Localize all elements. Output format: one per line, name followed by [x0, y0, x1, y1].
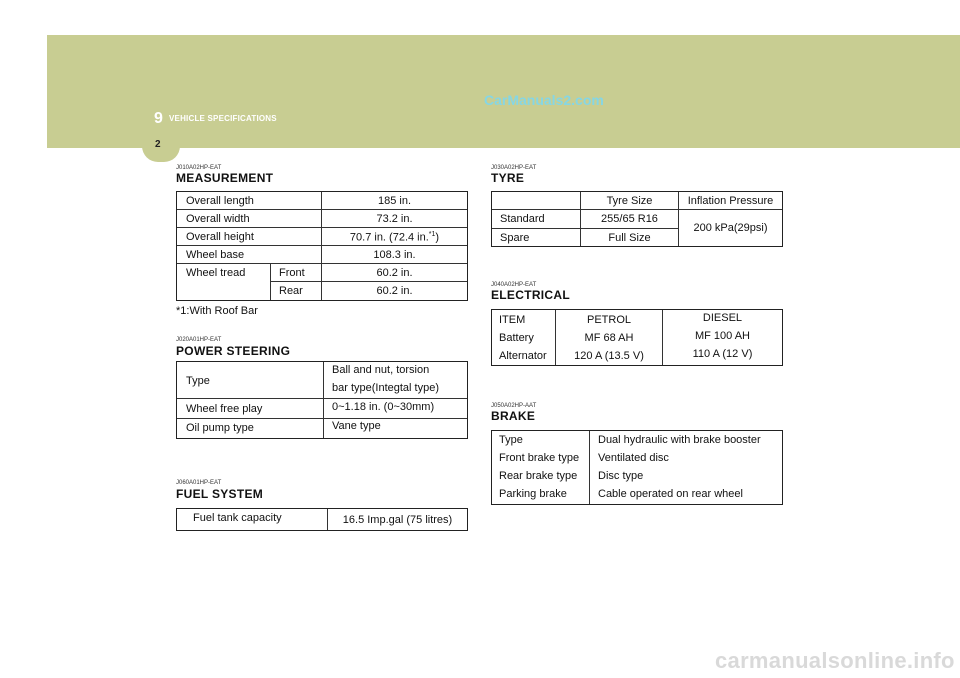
value-alternator-petrol: 120 A (13.5 V) [574, 350, 644, 362]
label-alternator: Alternator [499, 350, 547, 362]
value-rear-brake-type: Disc type [598, 470, 644, 482]
brake-code: J050A02HP-AAT [491, 403, 537, 409]
label-overall-length: Overall length [186, 195, 254, 207]
value-rear-tread: 60.2 in. [376, 285, 413, 297]
value-type-line1: Ball and nut, torsion [332, 364, 430, 376]
measurement-note: *1:With Roof Bar [176, 305, 258, 317]
power-steering-table [176, 361, 468, 439]
page-number-tab [142, 132, 180, 162]
value-battery-diesel: MF 100 AH [694, 330, 751, 342]
label-battery: Battery [499, 332, 534, 344]
value-battery-petrol: MF 68 AH [584, 332, 634, 344]
label-fuel-tank-capacity: Fuel tank capacity [193, 512, 282, 524]
measurement-heading: MEASUREMENT [176, 171, 274, 185]
page-number: 2 [155, 139, 161, 150]
col-diesel: DIESEL [702, 312, 743, 324]
label-front-brake-type: Front brake type [499, 452, 580, 464]
fuel-system-heading: FUEL SYSTEM [176, 487, 264, 501]
label-wheel-free-play: Wheel free play [186, 403, 263, 415]
power-steering-heading: POWER STEERING [176, 344, 291, 358]
label-front: Front [279, 267, 305, 279]
col-item: ITEM [499, 314, 526, 326]
value-overall-height: 70.7 in. (72.4 in.$^{*1}$) [349, 231, 440, 244]
watermark-bottom: carmanualsonline.info [715, 648, 955, 673]
value-brake-type: Dual hydraulic with brake booster [598, 434, 761, 446]
value-fuel-tank-capacity: 16.5 Imp.gal (75 litres) [342, 514, 453, 526]
electrical-code: J040A02HP-EAT [491, 282, 537, 288]
chapter-title: VEHICLE SPECIFICATIONS [169, 114, 277, 123]
label-oil-pump-type: Oil pump type [186, 422, 254, 434]
chapter-number: 9 [154, 110, 163, 127]
brake-table [491, 430, 783, 505]
label-parking-brake: Parking brake [499, 488, 567, 500]
fuel-system-table [176, 508, 468, 531]
label-overall-height: Overall height [186, 231, 254, 243]
electrical-table [491, 309, 783, 366]
tyre-table [491, 191, 783, 247]
value-inflation-pressure: 200 kPa(29psi) [693, 222, 768, 234]
label-wheel-tread: Wheel tread [186, 267, 246, 279]
value-overall-length: 185 in. [377, 195, 412, 207]
col-inflation-pressure: Inflation Pressure [687, 195, 774, 207]
measurement-table [176, 191, 468, 301]
value-wheel-base: 108.3 in. [373, 249, 416, 261]
value-front-brake-type: Ventilated disc [598, 452, 669, 464]
measurement-code: J010A02HP-EAT [176, 165, 222, 171]
electrical-heading: ELECTRICAL [491, 288, 570, 302]
value-spare-size: Full Size [608, 232, 651, 244]
tyre-heading: TYRE [491, 171, 525, 185]
power-steering-code: J020A01HP-EAT [176, 337, 222, 343]
label-standard: Standard [500, 213, 545, 225]
value-standard-size: 255/65 R16 [601, 213, 658, 225]
brake-heading: BRAKE [491, 409, 536, 423]
label-brake-type: Type [499, 434, 523, 446]
value-parking-brake: Cable operated on rear wheel [598, 488, 743, 500]
label-type: Type [186, 375, 210, 387]
value-front-tread: 60.2 in. [376, 267, 413, 279]
label-wheel-base: Wheel base [186, 249, 245, 261]
col-tyre-size: Tyre Size [606, 195, 653, 207]
col-petrol: PETROL [586, 314, 631, 326]
value-overall-width: 73.2 in. [376, 213, 413, 225]
label-rear: Rear [279, 285, 303, 297]
value-oil-pump-type: Vane type [332, 420, 381, 432]
watermark-top: CarManuals2.com [484, 92, 604, 108]
label-spare: Spare [500, 232, 530, 244]
value-type-line2: bar type(Integtal type) [332, 382, 440, 394]
label-overall-width: Overall width [186, 213, 250, 225]
label-rear-brake-type: Rear brake type [499, 470, 578, 482]
fuel-system-code: J060A01HP-EAT [176, 480, 222, 486]
value-alternator-diesel: 110 A (12 V) [692, 348, 753, 360]
value-wheel-free-play: 0~1.18 in. (0~30mm) [332, 401, 435, 413]
tyre-code: J030A02HP-EAT [491, 165, 537, 171]
